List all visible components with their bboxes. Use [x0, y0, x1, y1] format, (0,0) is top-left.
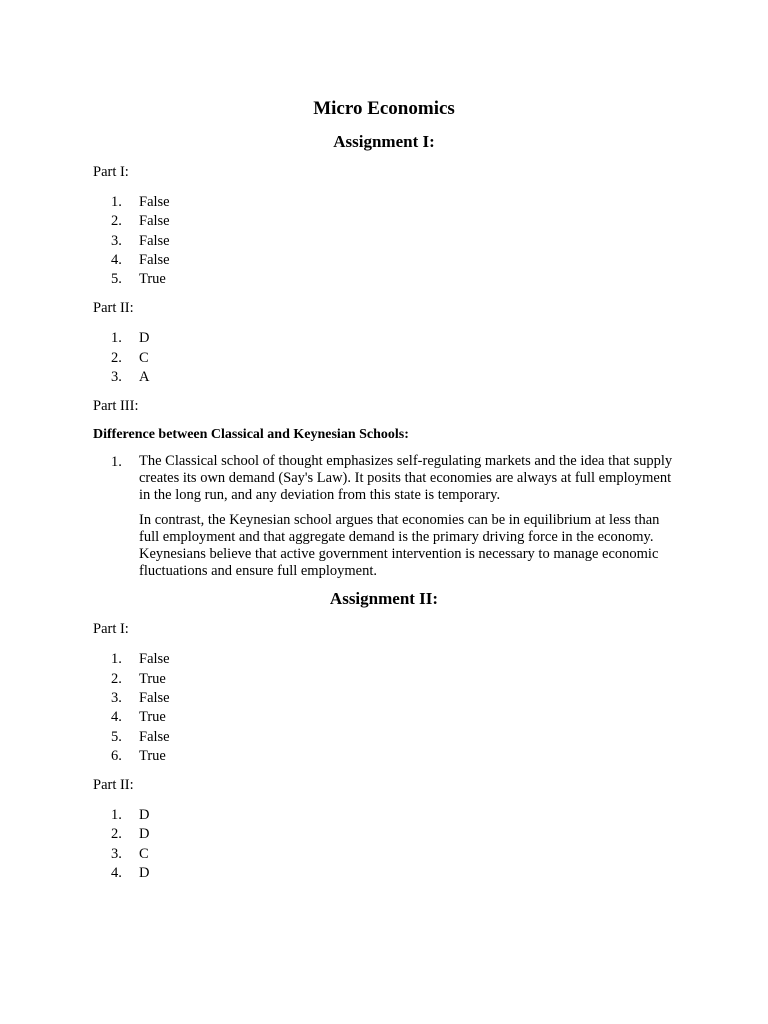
answer-number: 4.	[111, 709, 122, 726]
answer-text: True	[139, 271, 166, 288]
schools-difference-subheading: Difference between Classical and Keynesian Schools:	[93, 427, 409, 443]
answer-item	[93, 368, 675, 387]
answer-text: True	[139, 709, 166, 726]
assignment-1-part-1-answers	[93, 193, 675, 289]
assignment-2-part-2-answers	[93, 806, 675, 883]
answer-number: 1.	[111, 651, 122, 668]
assignment-1-part-1-label: Part I:	[93, 164, 129, 180]
document-title: Micro Economics	[313, 98, 455, 119]
assignment-2-part-1-label: Part I:	[93, 621, 129, 638]
answer-text: D	[139, 807, 150, 824]
answer-number: 3.	[111, 232, 122, 249]
answer-item	[93, 329, 675, 348]
answer-text: False	[139, 689, 170, 706]
answer-number: 5.	[111, 728, 122, 745]
answer-text: True	[139, 747, 166, 764]
answer-text: C	[139, 845, 149, 862]
answer-text: D	[139, 826, 150, 843]
assignment-1-heading: Assignment I:	[333, 132, 435, 151]
answer-text: A	[139, 369, 150, 386]
answer-number: 5.	[111, 271, 122, 288]
answer-text: False	[139, 651, 170, 668]
answer-item	[93, 193, 675, 212]
answer-item	[93, 825, 675, 844]
answer-item	[93, 670, 675, 689]
answer-item	[93, 747, 675, 766]
answer-text: D	[139, 330, 150, 347]
answer-item	[93, 708, 675, 727]
answer-number: 6.	[111, 747, 122, 764]
answer-number: 1.	[111, 330, 122, 347]
answer-item	[93, 864, 675, 883]
answer-number: 1.	[111, 807, 122, 824]
assignment-1-part-2-answers	[93, 329, 675, 387]
answer-item	[93, 650, 675, 669]
answer-item	[93, 212, 675, 231]
answer-number: 2.	[111, 670, 122, 687]
answer-item	[93, 845, 675, 864]
assignment-2-part-2-label: Part II:	[93, 777, 134, 794]
assignment-2-heading: Assignment II:	[329, 589, 439, 609]
answer-number: 2.	[111, 349, 122, 366]
answer-number: 4.	[111, 865, 122, 882]
answer-number: 3.	[111, 369, 122, 386]
answer-number: 2.	[111, 213, 122, 230]
answer-text: False	[139, 728, 170, 745]
answer-number: 3.	[111, 689, 122, 706]
assignment-1-part-3-label: Part III:	[93, 398, 139, 415]
answer-item	[93, 232, 675, 251]
assignment-2-part-1-answers	[93, 650, 675, 766]
answer-item	[93, 251, 675, 270]
answer-text: False	[139, 251, 170, 268]
answer-item	[93, 689, 675, 708]
answer-item	[93, 806, 675, 825]
answer-text: False	[139, 194, 170, 210]
answer-item	[93, 728, 675, 747]
answer-item	[93, 349, 675, 368]
answer-number: 1.	[111, 194, 122, 210]
essay-item-number: 1.	[111, 454, 122, 471]
answer-number: 3.	[111, 845, 122, 862]
answer-text: False	[139, 232, 170, 249]
answer-text: D	[139, 865, 150, 882]
answer-text: True	[139, 670, 166, 687]
answer-text: C	[139, 349, 149, 366]
answer-number: 4.	[111, 251, 122, 268]
answer-number: 2.	[111, 826, 122, 843]
answer-text: False	[139, 213, 170, 230]
classical-school-paragraph: The Classical school of thought emphasizes self-regulating markets and the idea that supply creates its own demand (Say's Law). It posits that economies are always at full employment in the long run, and any deviation from this state is temporary.	[139, 453, 673, 504]
assignment-1-part-2-label: Part II:	[93, 300, 134, 317]
schools-difference-item	[93, 453, 675, 580]
keynesian-school-paragraph: In contrast, the Keynesian school argues that economies can be in equilibrium at less than full employment and that aggregate demand is the primary driving force in the economy. Keynesians believe that active government intervention is necessary to manage economic fluctuations and ensure full employment.	[139, 512, 660, 580]
answer-item	[93, 270, 675, 289]
